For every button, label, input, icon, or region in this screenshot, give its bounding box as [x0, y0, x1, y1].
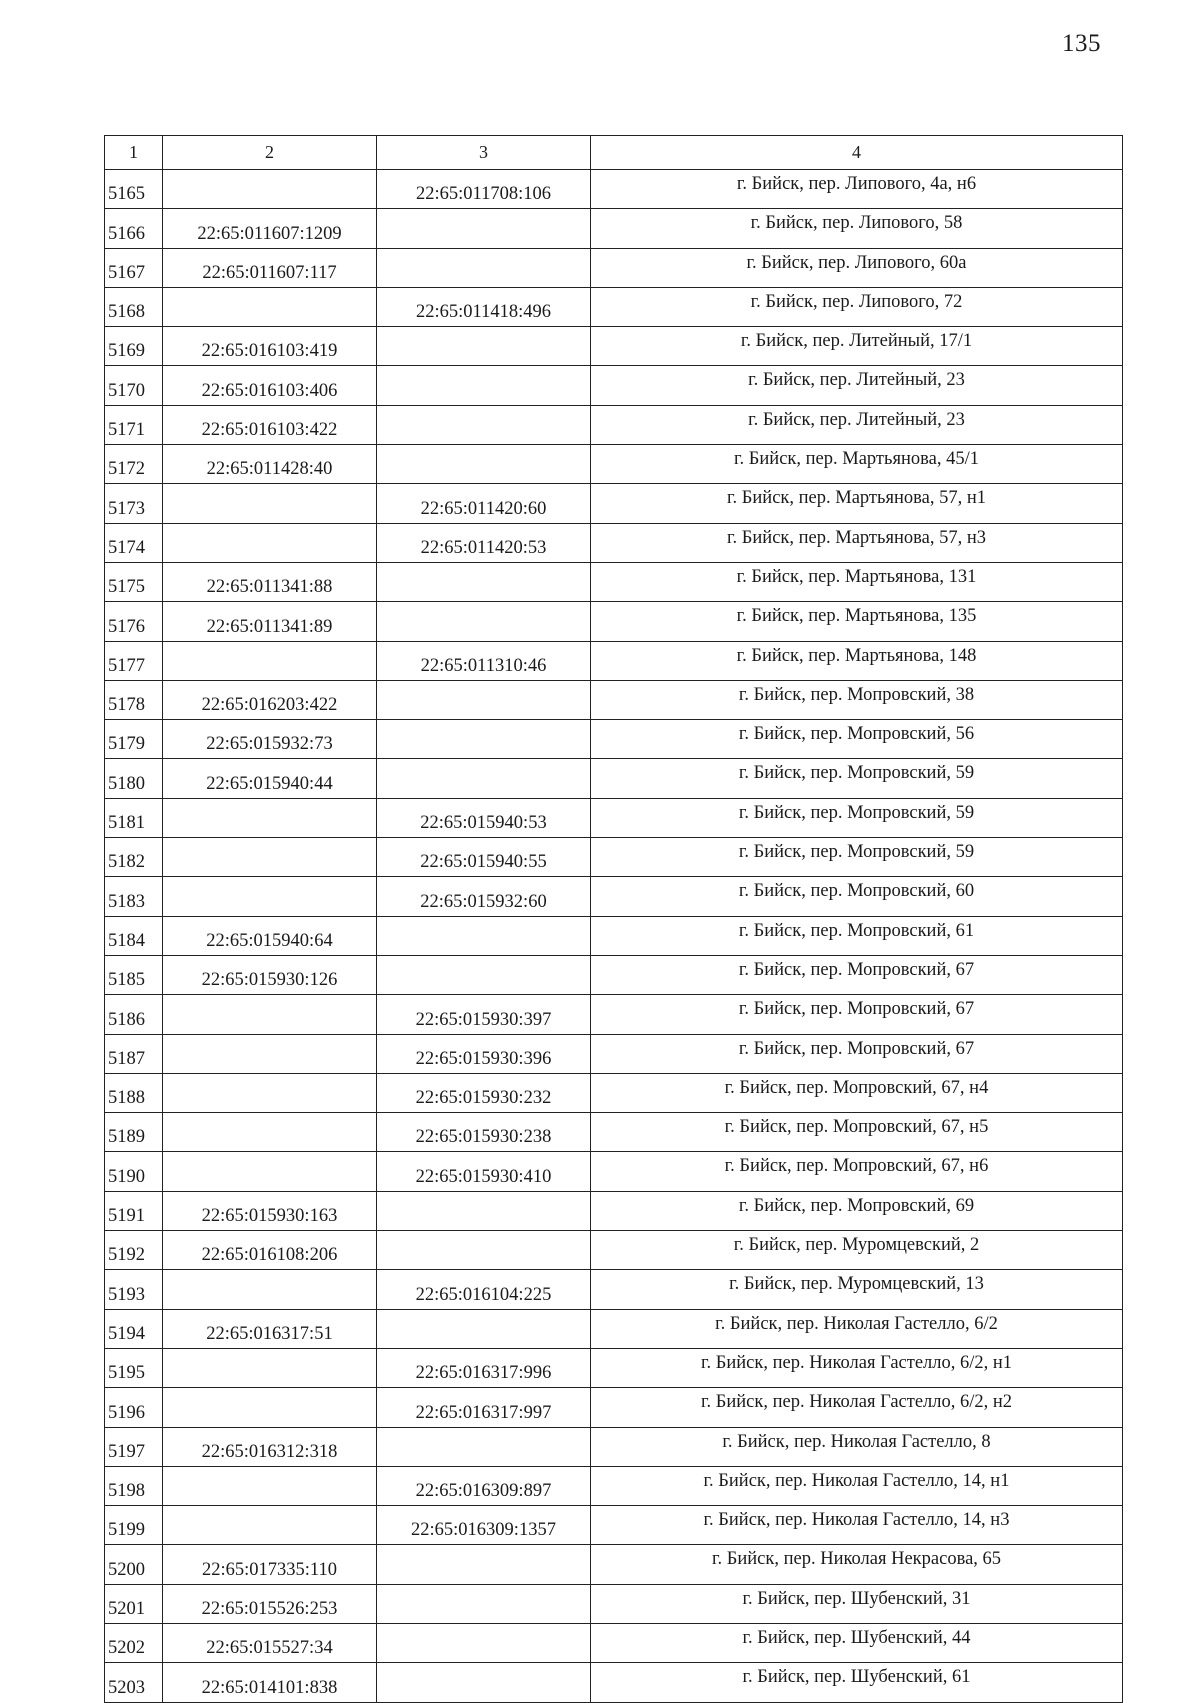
- cadastral-number-col3: [377, 1231, 591, 1270]
- table-row: [105, 484, 1123, 523]
- table-row: [105, 1113, 1123, 1152]
- table-row: [105, 287, 1123, 326]
- table-body: [105, 170, 1123, 1703]
- row-number: 5171: [105, 405, 163, 444]
- table-row: [105, 1663, 1123, 1702]
- cadastral-number-col3: [377, 1663, 591, 1702]
- cadastral-number-col2: [163, 523, 377, 562]
- table-row: [105, 1309, 1123, 1348]
- table-row: [105, 720, 1123, 759]
- cadastral-number-col3: [377, 1584, 591, 1623]
- row-number: 5201: [105, 1584, 163, 1623]
- cadastral-number-col2: [163, 641, 377, 680]
- cadastral-number-col2: [163, 1466, 377, 1505]
- table-row: [105, 641, 1123, 680]
- row-number: 5176: [105, 602, 163, 641]
- cadastral-number-col2: [163, 1073, 377, 1112]
- header-col-3: 3: [377, 136, 591, 170]
- row-number: 5172: [105, 445, 163, 484]
- cadastral-number-col3: 22:65:015930:410: [377, 1152, 591, 1191]
- table-row: [105, 1623, 1123, 1662]
- address: г. Бийск, пер. Мопровский, 60: [591, 877, 1123, 916]
- table-row: [105, 1388, 1123, 1427]
- table-row: [105, 366, 1123, 405]
- row-number: 5198: [105, 1466, 163, 1505]
- cadastral-number-col2: 22:65:011428:40: [163, 445, 377, 484]
- cadastral-number-col3: [377, 759, 591, 798]
- cadastral-number-col2: 22:65:011341:89: [163, 602, 377, 641]
- cadastral-number-col3: [377, 680, 591, 719]
- address: г. Бийск, пер. Липового, 72: [591, 287, 1123, 326]
- cadastral-number-col2: [163, 1270, 377, 1309]
- table-row: [105, 916, 1123, 955]
- row-number: 5178: [105, 680, 163, 719]
- address: г. Бийск, пер. Литейный, 23: [591, 366, 1123, 405]
- cadastral-number-col3: 22:65:015930:397: [377, 995, 591, 1034]
- row-number: 5175: [105, 562, 163, 601]
- row-number: 5191: [105, 1191, 163, 1230]
- row-number: 5196: [105, 1388, 163, 1427]
- address: г. Бийск, пер. Литейный, 23: [591, 405, 1123, 444]
- table-row: [105, 877, 1123, 916]
- address: г. Бийск, пер. Мартьянова, 45/1: [591, 445, 1123, 484]
- row-number: 5181: [105, 798, 163, 837]
- address: г. Бийск, пер. Николая Гастелло, 14, н1: [591, 1466, 1123, 1505]
- cadastral-number-col2: 22:65:016312:318: [163, 1427, 377, 1466]
- cadastral-number-col2: 22:65:015932:73: [163, 720, 377, 759]
- row-number: 5168: [105, 287, 163, 326]
- address: г. Бийск, пер. Мартьянова, 57, н1: [591, 484, 1123, 523]
- cadastral-number-col3: [377, 562, 591, 601]
- address: г. Бийск, пер. Мартьянова, 135: [591, 602, 1123, 641]
- cadastral-number-col2: 22:65:015526:253: [163, 1584, 377, 1623]
- row-number: 5185: [105, 955, 163, 994]
- row-number: 5193: [105, 1270, 163, 1309]
- table-row: [105, 1427, 1123, 1466]
- cadastral-number-col3: [377, 1309, 591, 1348]
- cadastral-number-col3: 22:65:011708:106: [377, 170, 591, 209]
- header-col-4: 4: [591, 136, 1123, 170]
- cadastral-number-col3: 22:65:016104:225: [377, 1270, 591, 1309]
- table-row: [105, 1152, 1123, 1191]
- cadastral-number-col3: [377, 405, 591, 444]
- cadastral-number-col3: 22:65:016317:997: [377, 1388, 591, 1427]
- address: г. Бийск, пер. Шубенский, 31: [591, 1584, 1123, 1623]
- cadastral-number-col2: [163, 1348, 377, 1387]
- header-col-1: 1: [105, 136, 163, 170]
- row-number: 5182: [105, 838, 163, 877]
- cadastral-number-col3: 22:65:011418:496: [377, 287, 591, 326]
- table-row: [105, 955, 1123, 994]
- cadastral-number-col2: [163, 287, 377, 326]
- cadastral-number-col2: 22:65:016108:206: [163, 1231, 377, 1270]
- address: г. Бийск, пер. Мартьянова, 131: [591, 562, 1123, 601]
- registry-table: [104, 135, 1123, 1703]
- address: г. Бийск, пер. Николая Гастелло, 6/2, н1: [591, 1348, 1123, 1387]
- table-row: [105, 209, 1123, 248]
- address: г. Бийск, пер. Литейный, 17/1: [591, 327, 1123, 366]
- cadastral-number-col2: 22:65:016103:419: [163, 327, 377, 366]
- header-col-2: 2: [163, 136, 377, 170]
- address: г. Бийск, пер. Мопровский, 59: [591, 759, 1123, 798]
- cadastral-number-col2: 22:65:011607:1209: [163, 209, 377, 248]
- cadastral-number-col3: [377, 720, 591, 759]
- cadastral-number-col2: 22:65:017335:110: [163, 1545, 377, 1584]
- cadastral-number-col2: 22:65:011341:88: [163, 562, 377, 601]
- table-row: [105, 1270, 1123, 1309]
- cadastral-number-col2: [163, 1388, 377, 1427]
- address: г. Бийск, пер. Мопровский, 67: [591, 995, 1123, 1034]
- row-number: 5190: [105, 1152, 163, 1191]
- table-row: [105, 405, 1123, 444]
- address: г. Бийск, пер. Шубенский, 61: [591, 1663, 1123, 1702]
- cadastral-number-col3: [377, 955, 591, 994]
- cadastral-number-col3: [377, 916, 591, 955]
- row-number: 5189: [105, 1113, 163, 1152]
- address: г. Бийск, пер. Мартьянова, 57, н3: [591, 523, 1123, 562]
- address: г. Бийск, пер. Мопровский, 59: [591, 838, 1123, 877]
- table-row: [105, 1545, 1123, 1584]
- cadastral-number-col2: 22:65:016203:422: [163, 680, 377, 719]
- cadastral-number-col3: [377, 327, 591, 366]
- cadastral-number-col3: [377, 248, 591, 287]
- row-number: 5166: [105, 209, 163, 248]
- row-number: 5187: [105, 1034, 163, 1073]
- table-row: [105, 1584, 1123, 1623]
- address: г. Бийск, пер. Мопровский, 67: [591, 955, 1123, 994]
- address: г. Бийск, пер. Николая Гастелло, 14, н3: [591, 1506, 1123, 1545]
- row-number: 5194: [105, 1309, 163, 1348]
- cadastral-number-col3: 22:65:015930:232: [377, 1073, 591, 1112]
- cadastral-number-col2: 22:65:011607:117: [163, 248, 377, 287]
- cadastral-number-col2: [163, 1152, 377, 1191]
- row-number: 5179: [105, 720, 163, 759]
- cadastral-number-col3: 22:65:011420:53: [377, 523, 591, 562]
- row-number: 5202: [105, 1623, 163, 1662]
- cadastral-number-col3: [377, 1191, 591, 1230]
- cadastral-number-col3: 22:65:011420:60: [377, 484, 591, 523]
- table-row: [105, 680, 1123, 719]
- row-number: 5177: [105, 641, 163, 680]
- cadastral-number-col3: [377, 1623, 591, 1662]
- table-row: [105, 602, 1123, 641]
- address: г. Бийск, пер. Николая Гастелло, 6/2, н2: [591, 1388, 1123, 1427]
- address: г. Бийск, пер. Мопровский, 67, н6: [591, 1152, 1123, 1191]
- address: г. Бийск, пер. Мопровский, 61: [591, 916, 1123, 955]
- table-row: [105, 1191, 1123, 1230]
- cadastral-number-col3: [377, 1427, 591, 1466]
- table-row: [105, 1348, 1123, 1387]
- cadastral-number-col3: 22:65:015930:396: [377, 1034, 591, 1073]
- cadastral-number-col2: [163, 170, 377, 209]
- row-number: 5184: [105, 916, 163, 955]
- table-row: [105, 170, 1123, 209]
- row-number: 5192: [105, 1231, 163, 1270]
- cadastral-number-col2: 22:65:015527:34: [163, 1623, 377, 1662]
- table-row: [105, 327, 1123, 366]
- cadastral-number-col3: 22:65:015940:55: [377, 838, 591, 877]
- row-number: 5186: [105, 995, 163, 1034]
- table-row: [105, 798, 1123, 837]
- row-number: 5169: [105, 327, 163, 366]
- cadastral-number-col2: 22:65:016103:406: [163, 366, 377, 405]
- row-number: 5180: [105, 759, 163, 798]
- cadastral-number-col3: [377, 1545, 591, 1584]
- address: г. Бийск, пер. Николая Некрасова, 65: [591, 1545, 1123, 1584]
- row-number: 5199: [105, 1506, 163, 1545]
- row-number: 5197: [105, 1427, 163, 1466]
- cadastral-number-col2: 22:65:014101:838: [163, 1663, 377, 1702]
- cadastral-number-col2: 22:65:015940:64: [163, 916, 377, 955]
- row-number: 5200: [105, 1545, 163, 1584]
- address: г. Бийск, пер. Муромцевский, 13: [591, 1270, 1123, 1309]
- cadastral-number-col2: [163, 798, 377, 837]
- table-row: [105, 562, 1123, 601]
- cadastral-number-col2: [163, 877, 377, 916]
- cadastral-number-col3: 22:65:015930:238: [377, 1113, 591, 1152]
- row-number: 5203: [105, 1663, 163, 1702]
- address: г. Бийск, пер. Мопровский, 59: [591, 798, 1123, 837]
- row-number: 5165: [105, 170, 163, 209]
- cadastral-number-col3: [377, 209, 591, 248]
- cadastral-number-col3: [377, 366, 591, 405]
- row-number: 5188: [105, 1073, 163, 1112]
- address: г. Бийск, пер. Мопровский, 69: [591, 1191, 1123, 1230]
- address: г. Бийск, пер. Липового, 58: [591, 209, 1123, 248]
- table-row: [105, 759, 1123, 798]
- cadastral-number-col3: [377, 445, 591, 484]
- address: г. Бийск, пер. Муромцевский, 2: [591, 1231, 1123, 1270]
- cadastral-number-col2: 22:65:016317:51: [163, 1309, 377, 1348]
- table-row: [105, 445, 1123, 484]
- address: г. Бийск, пер. Мопровский, 67, н5: [591, 1113, 1123, 1152]
- cadastral-number-col2: 22:65:015940:44: [163, 759, 377, 798]
- cadastral-number-col2: [163, 1506, 377, 1545]
- table-row: [105, 248, 1123, 287]
- row-number: 5174: [105, 523, 163, 562]
- row-number: 5167: [105, 248, 163, 287]
- cadastral-number-col3: 22:65:016309:1357: [377, 1506, 591, 1545]
- address: г. Бийск, пер. Николая Гастелло, 6/2: [591, 1309, 1123, 1348]
- table-row: [105, 995, 1123, 1034]
- table-row: [105, 523, 1123, 562]
- row-number: 5170: [105, 366, 163, 405]
- table-row: [105, 838, 1123, 877]
- cadastral-number-col2: [163, 995, 377, 1034]
- row-number: 5183: [105, 877, 163, 916]
- table-row: [105, 1466, 1123, 1505]
- cadastral-number-col2: [163, 484, 377, 523]
- cadastral-number-col3: 22:65:016317:996: [377, 1348, 591, 1387]
- header-row: [105, 136, 1123, 170]
- address: г. Бийск, пер. Мопровский, 67: [591, 1034, 1123, 1073]
- table-header: [105, 136, 1123, 170]
- table-row: [105, 1506, 1123, 1545]
- address: г. Бийск, пер. Липового, 4а, н6: [591, 170, 1123, 209]
- row-number: 5173: [105, 484, 163, 523]
- address: г. Бийск, пер. Николая Гастелло, 8: [591, 1427, 1123, 1466]
- row-number: 5195: [105, 1348, 163, 1387]
- table-row: [105, 1073, 1123, 1112]
- cadastral-number-col3: 22:65:015932:60: [377, 877, 591, 916]
- cadastral-number-col2: 22:65:016103:422: [163, 405, 377, 444]
- address: г. Бийск, пер. Мопровский, 38: [591, 680, 1123, 719]
- cadastral-number-col3: 22:65:011310:46: [377, 641, 591, 680]
- table-row: [105, 1231, 1123, 1270]
- address: г. Бийск, пер. Мопровский, 56: [591, 720, 1123, 759]
- table-row: [105, 1034, 1123, 1073]
- address: г. Бийск, пер. Шубенский, 44: [591, 1623, 1123, 1662]
- cadastral-number-col3: 22:65:016309:897: [377, 1466, 591, 1505]
- cadastral-number-col2: 22:65:015930:126: [163, 955, 377, 994]
- page-number: 135: [1062, 30, 1101, 57]
- cadastral-number-col3: [377, 602, 591, 641]
- address: г. Бийск, пер. Мопровский, 67, н4: [591, 1073, 1123, 1112]
- cadastral-number-col3: 22:65:015940:53: [377, 798, 591, 837]
- address: г. Бийск, пер. Мартьянова, 148: [591, 641, 1123, 680]
- cadastral-number-col2: [163, 1113, 377, 1152]
- cadastral-number-col2: 22:65:015930:163: [163, 1191, 377, 1230]
- address: г. Бийск, пер. Липового, 60а: [591, 248, 1123, 287]
- cadastral-number-col2: [163, 1034, 377, 1073]
- cadastral-number-col2: [163, 838, 377, 877]
